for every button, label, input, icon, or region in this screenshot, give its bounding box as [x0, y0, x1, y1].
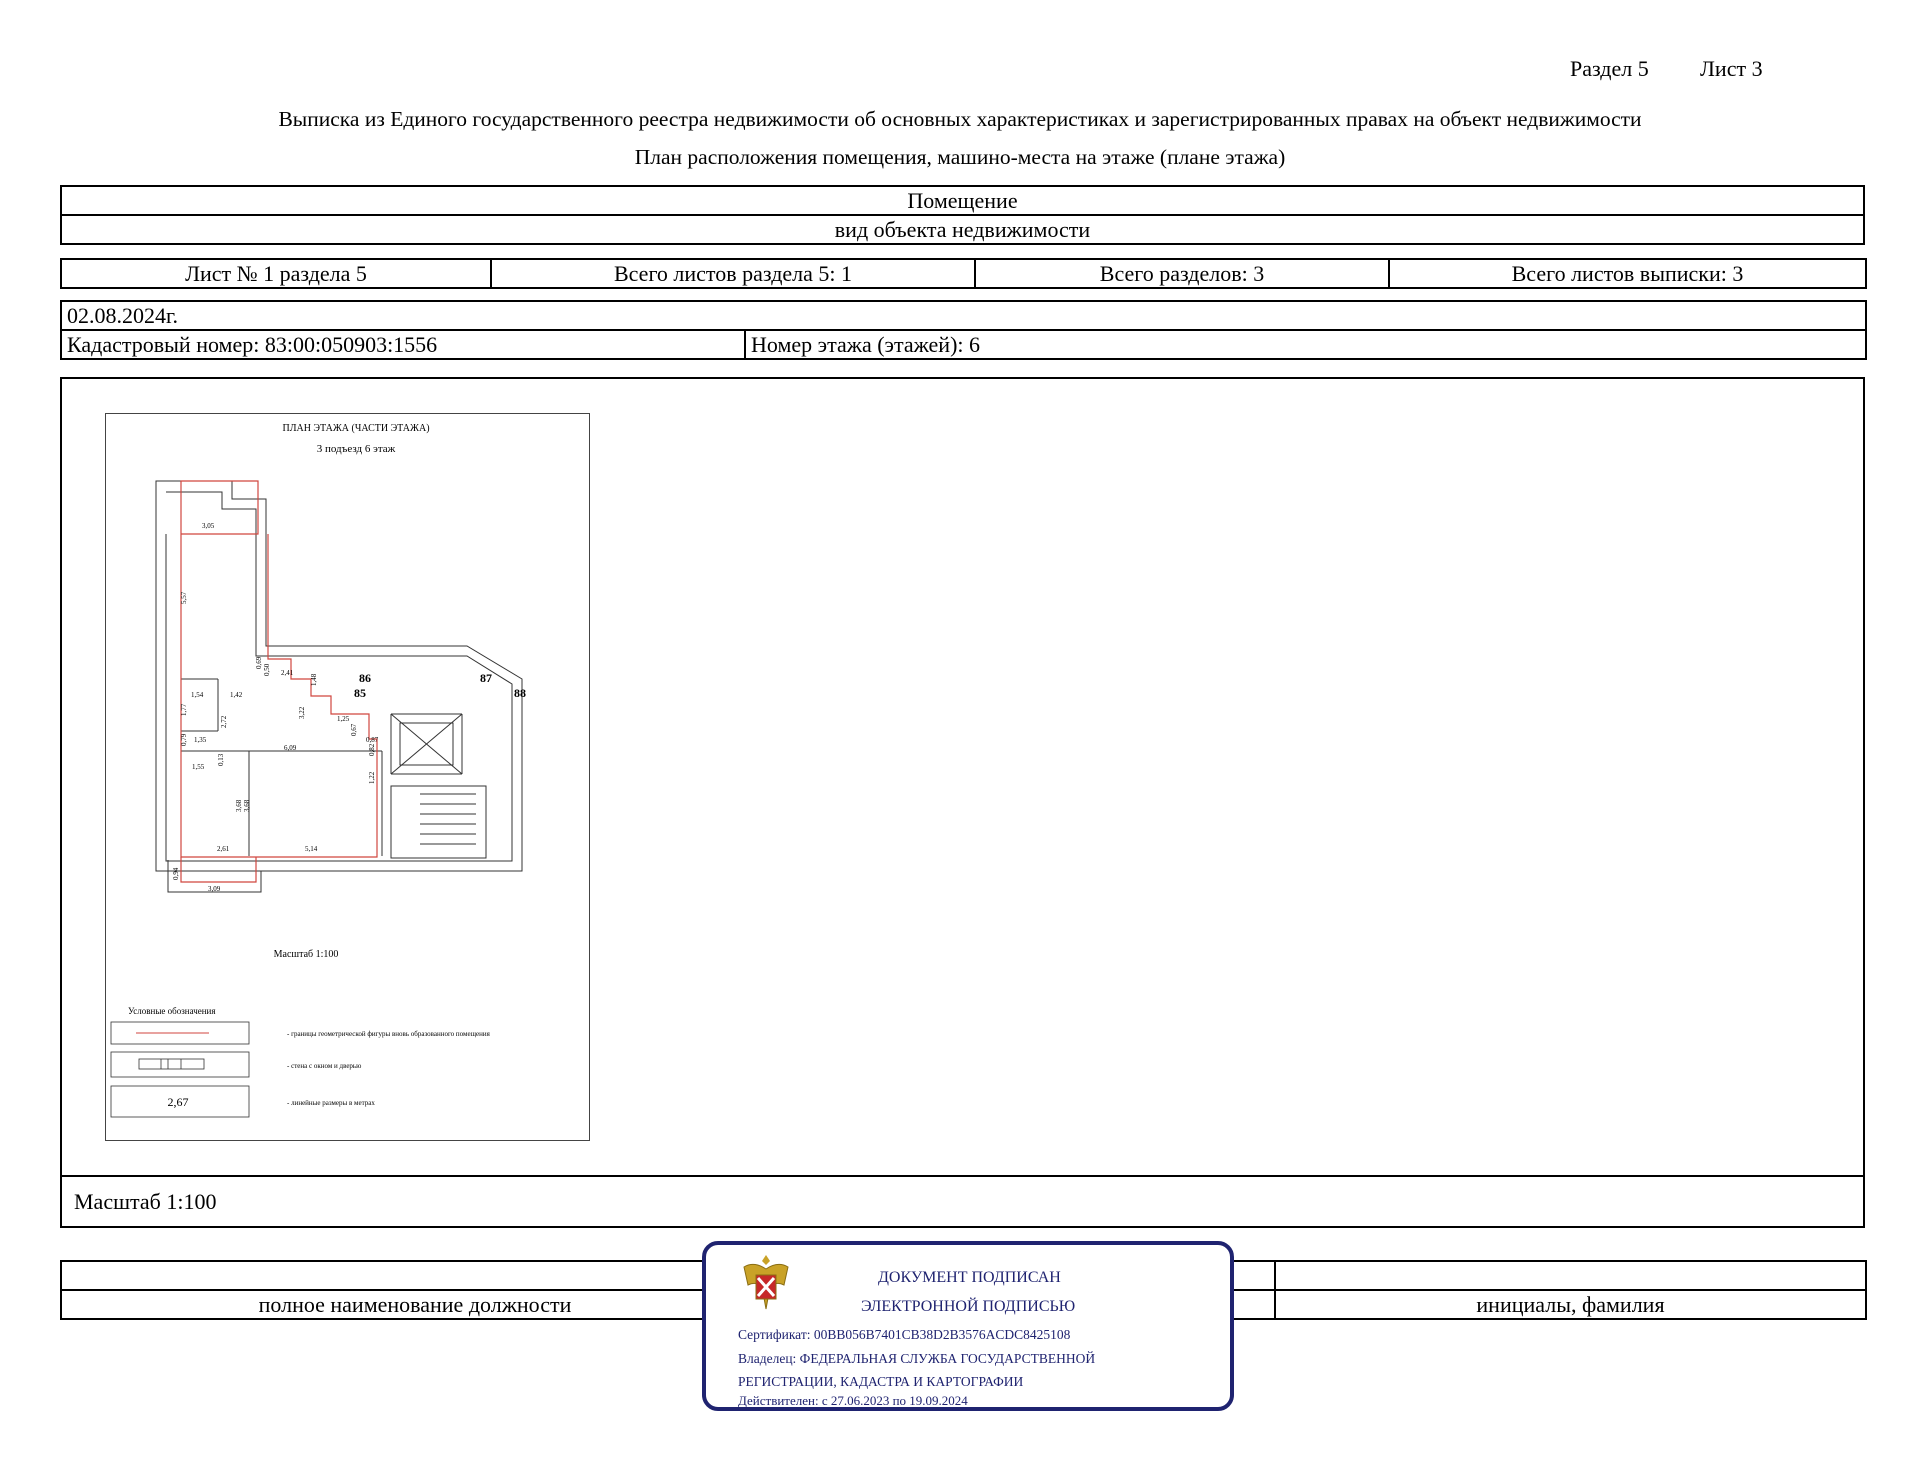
floor-plan-drawing	[106, 414, 589, 1140]
object-type-table	[60, 185, 1865, 245]
legend-wall-symbol	[139, 1059, 204, 1069]
room-number: 87	[480, 671, 492, 685]
svg-text:2,61: 2,61	[217, 845, 230, 853]
svg-text:5,14: 5,14	[305, 845, 318, 853]
svg-text:1,42: 1,42	[230, 691, 243, 699]
stamp-line-2: ЭЛЕКТРОННОЙ ПОДПИСЬЮ	[861, 1298, 1076, 1315]
legend-title: Условные обозначения	[128, 1006, 216, 1016]
svg-text:1,25: 1,25	[337, 715, 350, 723]
sheet-label: Лист 3	[1700, 56, 1763, 81]
room-number: 86	[359, 671, 371, 685]
svg-text:0,13: 0,13	[217, 753, 225, 766]
legend-text: - линейные размеры в метрах	[287, 1099, 375, 1107]
legend-text: - границы геометрической фигуры вновь образованного помещения	[287, 1030, 490, 1038]
svg-text:0,87: 0,87	[366, 736, 379, 744]
sheet-number: Лист № 1 раздела 5	[61, 259, 491, 288]
svg-text:2,41: 2,41	[281, 669, 294, 677]
legend-text: - стена с окном и дверью	[287, 1062, 362, 1070]
svg-text:0,50: 0,50	[263, 663, 271, 676]
room-number: 85	[354, 686, 366, 700]
legend-box	[111, 1052, 249, 1077]
object-type-value: Помещение	[61, 186, 1864, 215]
room-numbers	[354, 671, 526, 700]
stamp-certificate: Сертификат: 00BB056B7401CB38D2B3576ACDC8425108	[738, 1327, 1071, 1342]
svg-text:0,67: 0,67	[350, 723, 358, 736]
svg-text:5,57: 5,57	[180, 591, 188, 604]
object-type-caption: вид объекта недвижимости	[61, 215, 1864, 244]
svg-text:0,82: 0,82	[368, 743, 376, 756]
svg-text:1,77: 1,77	[180, 703, 188, 716]
stamp-valid: Действителен: с 27.06.2023 по 19.09.2024	[738, 1393, 968, 1408]
svg-text:0,69: 0,69	[255, 656, 263, 669]
svg-text:0,79: 0,79	[180, 733, 188, 746]
scale-caption: Масштаб 1:100	[60, 1177, 1865, 1228]
emblem-icon	[736, 1251, 796, 1315]
building-walls	[156, 481, 522, 892]
room-boundary-line	[181, 534, 377, 857]
plan-title: ПЛАН ЭТАЖА (ЧАСТИ ЭТАЖА)	[282, 423, 430, 434]
extract-date: 02.08.2024г.	[61, 301, 1866, 330]
floor-plan-sheet	[105, 413, 590, 1141]
svg-text:3,68: 3,68	[243, 799, 251, 812]
electronic-signature-stamp	[702, 1241, 1234, 1411]
svg-text:3,05: 3,05	[202, 522, 215, 530]
svg-text:3,68: 3,68	[235, 799, 243, 812]
svg-text:6,09: 6,09	[284, 744, 297, 752]
total-sheets-extract: Всего листов выписки: 3	[1389, 259, 1866, 288]
svg-text:1,54: 1,54	[191, 691, 204, 699]
stamp-line-1: ДОКУМЕНТ ПОДПИСАН	[878, 1269, 1061, 1286]
section-label: Раздел 5	[1570, 56, 1649, 81]
document-subtitle: План расположения помещения, машино-места на этаже (плане этажа)	[634, 145, 1286, 169]
svg-text:1,55: 1,55	[192, 763, 205, 771]
position-caption: полное наименование должности	[61, 1290, 769, 1319]
plan-subtitle: 3 подъезд 6 этаж	[316, 443, 396, 455]
stamp-owner-1: Владелец: ФЕДЕРАЛЬНАЯ СЛУЖБА ГОСУДАРСТВЕННОЙ	[738, 1351, 1096, 1366]
svg-text:3,22: 3,22	[298, 706, 306, 719]
svg-text:3,09: 3,09	[208, 885, 221, 893]
legend-sample: 2,67	[167, 1095, 189, 1109]
name-cell	[1275, 1261, 1866, 1290]
plan-scale: Масштаб 1:100	[273, 949, 339, 960]
total-sections: Всего разделов: 3	[975, 259, 1389, 288]
svg-text:2,72: 2,72	[220, 715, 228, 728]
sheets-table	[60, 258, 1867, 289]
document-title: Выписка из Единого государственного реестра недвижимости об основных характеристиках и зарегистрированных правах на объект недвижимости	[278, 107, 1642, 131]
room-number: 88	[514, 686, 526, 700]
room-boundary-line	[181, 481, 258, 534]
cadastral-number: Кадастровый номер: 83:00:050903:1556	[61, 330, 745, 359]
info-table	[60, 300, 1867, 360]
dimension-labels	[172, 522, 379, 893]
position-cell	[61, 1261, 769, 1290]
stamp-owner-2: РЕГИСТРАЦИИ, КАДАСТРА И КАРТОГРАФИИ	[738, 1374, 1024, 1389]
floor-number: Номер этажа (этажей): 6	[745, 330, 1866, 359]
svg-text:0,94: 0,94	[172, 867, 180, 880]
total-sheets-section: Всего листов раздела 5: 1	[491, 259, 975, 288]
svg-text:1,35: 1,35	[194, 736, 207, 744]
name-caption: инициалы, фамилия	[1275, 1290, 1866, 1319]
svg-text:1,22: 1,22	[368, 771, 376, 784]
svg-text:1,48: 1,48	[310, 673, 318, 686]
